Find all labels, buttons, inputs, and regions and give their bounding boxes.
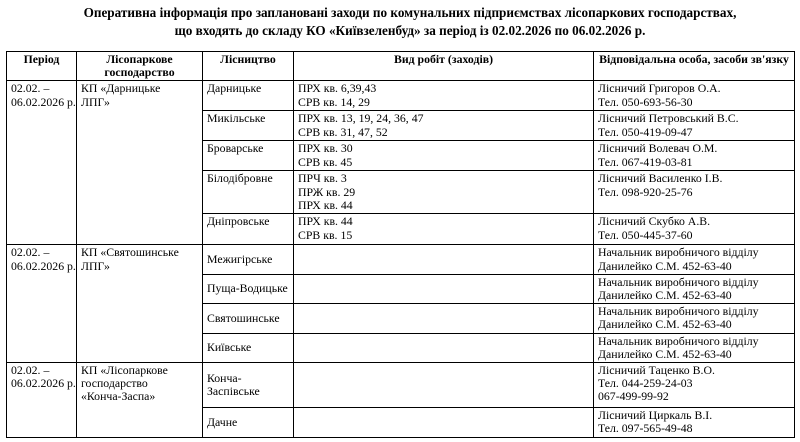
table-row: [7, 81, 795, 111]
works-line: ПРХ кв. 6,39,43: [298, 81, 377, 96]
forestry-cell: [203, 408, 294, 438]
contact-cell: [594, 111, 795, 141]
forestry-line: Конча-: [207, 370, 242, 385]
table-header-row: [7, 52, 795, 81]
period-cell: [7, 81, 77, 245]
header-forestry: Лісництво: [203, 52, 294, 81]
forestry-line: Заспівське: [207, 384, 260, 399]
works-line: ПРЧ кв. 3: [298, 171, 347, 186]
contact-line: Начальник виробничого відділу: [598, 304, 759, 319]
forestry-cell: [203, 245, 294, 274]
works-line: ПРХ кв. 30: [298, 141, 353, 156]
contact-line: Тел. 044-259-24-03: [598, 376, 693, 391]
contact-line: Данилейко С.М. 452-63-40: [598, 317, 732, 332]
schedule-table: [6, 51, 795, 438]
works-cell: [294, 171, 594, 214]
works-line: ПРХ кв. 44: [298, 214, 353, 229]
enterprise-line: господарство: [81, 376, 148, 391]
contact-line: Тел. 098-920-25-76: [598, 184, 693, 199]
forestry-cell: [203, 141, 294, 171]
works-line: СРВ кв. 31, 47, 52: [298, 124, 388, 139]
forestry-line: Білодібровне: [207, 171, 273, 186]
contact-cell: [594, 141, 795, 171]
table-row: [7, 363, 795, 408]
document-title: [30, 4, 790, 40]
contact-line: Данилейко С.М. 452-63-40: [598, 258, 732, 273]
forestry-cell: [203, 214, 294, 245]
header-contact: Відповідальна особа, засоби зв'язку: [594, 52, 795, 81]
contact-line: Лісничий Таценко В.О.: [598, 363, 715, 378]
forestry-line: Пуща-Водицьке: [207, 281, 288, 296]
contact-line: Лісничий Скубко А.В.: [598, 214, 711, 229]
enterprise-cell: [77, 245, 203, 363]
works-cell: [294, 304, 594, 333]
period-line: 06.02.2026 р.: [11, 258, 76, 273]
forestry-cell: [203, 333, 294, 362]
enterprise-line: КП «Святошинське: [81, 245, 179, 260]
forestry-line: Дніпровське: [207, 214, 270, 229]
forestry-line: Київське: [207, 340, 252, 355]
contact-cell: [594, 363, 795, 408]
enterprise-line: КП «Дарницьке: [81, 81, 161, 96]
works-cell: [294, 274, 594, 303]
contact-cell: [594, 171, 795, 214]
works-line: СРВ кв. 45: [298, 154, 353, 169]
period-line: 02.02. –: [11, 363, 50, 378]
contact-line: Лісничий Григоров О.А.: [598, 81, 721, 96]
contact-line: Данилейко С.М. 452-63-40: [598, 346, 732, 361]
works-cell: [294, 111, 594, 141]
period-cell: [7, 245, 77, 363]
contact-line: Тел. 097-565-49-48: [598, 421, 693, 436]
forestry-line: Дарницьке: [207, 81, 262, 96]
works-line: СРВ кв. 14, 29: [298, 94, 370, 109]
contact-line: Начальник виробничого відділу: [598, 274, 759, 289]
works-line: ПРЖ кв. 29: [298, 184, 356, 199]
table-row: [7, 245, 795, 274]
period-line: 02.02. –: [11, 245, 50, 260]
works-cell: [294, 408, 594, 438]
contact-line: Лісничий Циркаль В.І.: [598, 408, 713, 423]
contact-line: Тел. 050-445-37-60: [598, 227, 693, 242]
works-cell: [294, 141, 594, 171]
forestry-line: Святошинське: [207, 310, 280, 325]
contact-cell: [594, 214, 795, 245]
forestry-cell: [203, 171, 294, 214]
forestry-cell: [203, 304, 294, 333]
forestry-cell: [203, 81, 294, 111]
enterprise-cell: [77, 81, 203, 245]
forestry-line: Дачне: [207, 414, 238, 429]
contact-line: Лісничий Волевач О.М.: [598, 141, 718, 156]
works-cell: [294, 245, 594, 274]
contact-cell: [594, 245, 795, 274]
contact-cell: [594, 274, 795, 303]
works-line: ПРХ кв. 13, 19, 24, 36, 47: [298, 111, 424, 126]
period-line: 06.02.2026 р.: [11, 94, 76, 109]
contact-line: Лісничий Петровський В.С.: [598, 111, 739, 126]
header-period: Період: [7, 52, 77, 81]
period-cell: [7, 363, 77, 438]
works-cell: [294, 214, 594, 245]
works-cell: [294, 81, 594, 111]
works-line: ПРХ кв. 44: [298, 197, 353, 212]
header-enterprise: Лісопаркове господарство: [77, 52, 203, 81]
works-line: СРВ кв. 15: [298, 227, 353, 242]
forestry-line: Броварське: [207, 141, 264, 156]
contact-cell: [594, 408, 795, 438]
enterprise-line: «Конча-Заспа»: [81, 389, 156, 404]
period-line: 02.02. –: [11, 81, 50, 96]
enterprise-line: ЛПГ»: [81, 94, 110, 109]
contact-line: Тел. 050-419-09-47: [598, 124, 693, 139]
period-line: 06.02.2026 р.: [11, 376, 76, 391]
contact-line: Тел. 067-419-03-81: [598, 154, 693, 169]
forestry-cell: [203, 111, 294, 141]
works-cell: [294, 363, 594, 408]
contact-cell: [594, 304, 795, 333]
enterprise-line: ЛПГ»: [81, 258, 110, 273]
contact-cell: [594, 81, 795, 111]
forestry-line: Микільське: [207, 111, 266, 126]
forestry-cell: [203, 363, 294, 408]
title-line-1: Оперативна інформація про заплановані заходи по комунальних підприємствах лісопаркових господарствах,: [83, 5, 737, 20]
enterprise-cell: [77, 363, 203, 438]
contact-line: Начальник виробничого відділу: [598, 245, 759, 260]
contact-line: Тел. 050-693-56-30: [598, 94, 693, 109]
forestry-cell: [203, 274, 294, 303]
works-cell: [294, 333, 594, 362]
forestry-line: Межигірське: [207, 252, 273, 266]
enterprise-line: КП «Лісопаркове: [81, 363, 168, 378]
contact-line: Лісничий Василенко І.В.: [598, 171, 723, 186]
title-line-2: що входять до складу КО «Київзеленбуд» за період із 02.02.2026 по 06.02.2026 р.: [174, 23, 646, 38]
contact-cell: [594, 333, 795, 362]
header-works: Вид робіт (заходів): [294, 52, 594, 81]
contact-line: Данилейко С.М. 452-63-40: [598, 288, 732, 303]
contact-line: Начальник виробничого відділу: [598, 333, 759, 348]
contact-line: 067-499-99-92: [598, 389, 669, 404]
